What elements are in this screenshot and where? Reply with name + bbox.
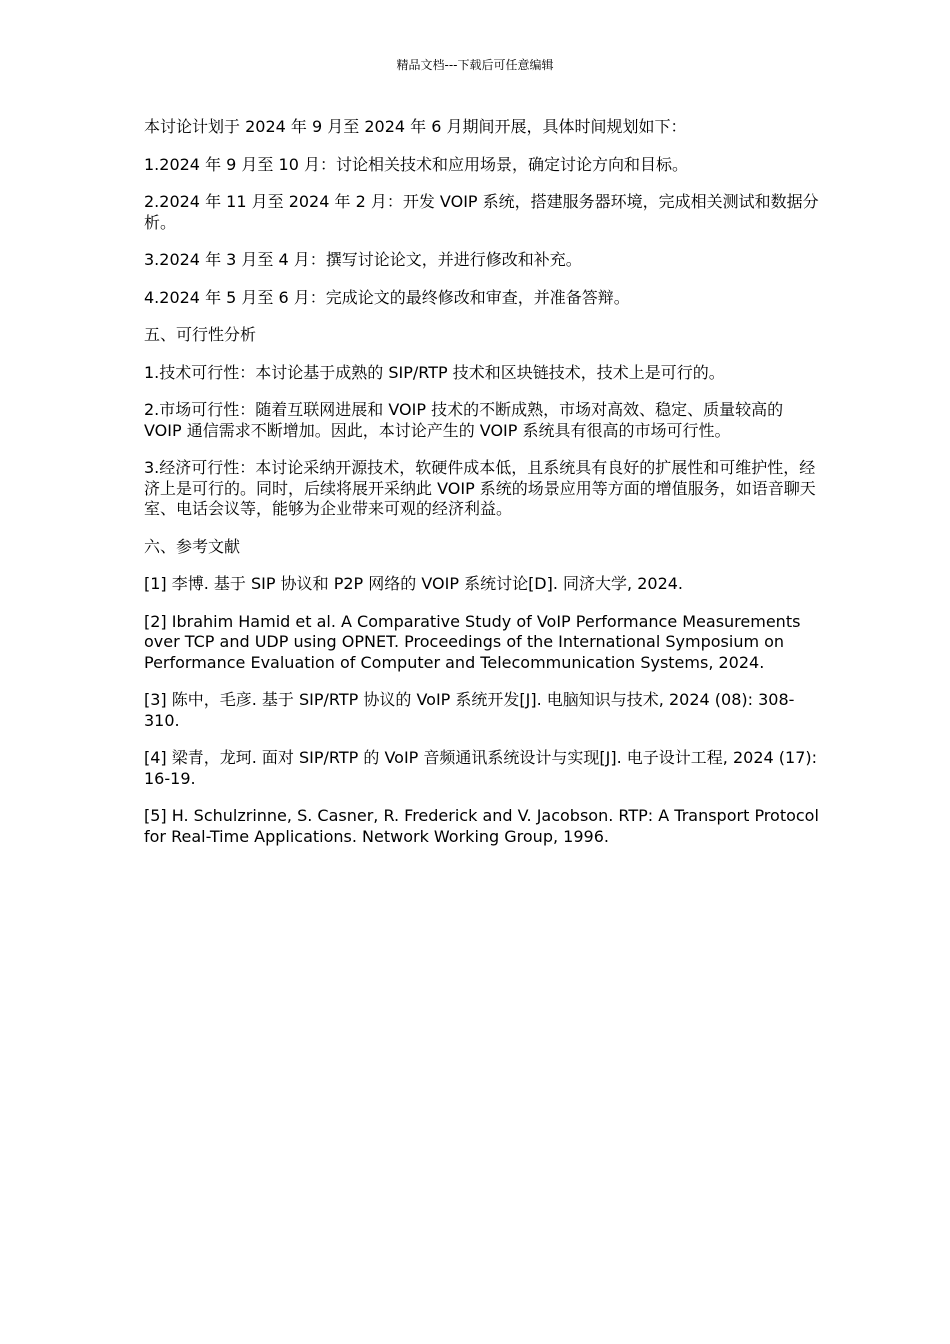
feasibility-item: 3.经济可行性：本讨论采纳开源技术，软硬件成本低，且系统具有良好的扩展性和可维护性，经济上是可行的。同时，后续将展开采纳此 VOIP 系统的场景应用等方面的增值服务，如语音聊天室、电话会议等，能够为企业带来可观的经济利益。 bbox=[144, 458, 816, 518]
page-header: 精品文档---下载后可任意编辑 bbox=[396, 58, 554, 72]
feasibility-item: 2.市场可行性：随着互联网进展和 VOIP 技术的不断成熟，市场对高效、稳定、质量较高的 VOIP 通信需求不断增加。因此，本讨论产生的 VOIP 系统具有很高的市场可行性。 bbox=[144, 400, 784, 440]
section-heading-feasibility: 五、可行性分析 bbox=[144, 325, 257, 344]
schedule-item: 2.2024 年 11 月至 2024 年 2 月：开发 VOIP 系统，搭建服务器环境，完成相关测试和数据分析。 bbox=[144, 192, 819, 232]
reference-item: [4] 梁青，龙珂. 面对 SIP/RTP 的 VoIP 音频通讯系统设计与实现[J]. 电子设计工程, 2024 (17): 16-19. bbox=[144, 748, 818, 788]
schedule-item: 1.2024 年 9 月至 10 月：讨论相关技术和应用场景，确定讨论方向和目标。 bbox=[144, 154, 688, 174]
schedule-item: 4.2024 年 5 月至 6 月：完成论文的最终修改和审查，并准备答辩。 bbox=[144, 287, 630, 307]
reference-item: [5] H. Schulzrinne, S. Casner, R. Frederick and V. Jacobson. RTP: A Transport Protocol for Real-Time Applications. Network Working Group, 1996. bbox=[144, 806, 819, 846]
document-body bbox=[144, 117, 824, 864]
schedule-intro: 本讨论计划于 2024 年 9 月至 2024 年 6 月期间开展，具体时间规划如下： bbox=[144, 117, 687, 136]
schedule-item: 3.2024 年 3 月至 4 月：撰写讨论论文，并进行修改和补充。 bbox=[144, 250, 582, 269]
reference-item: [2] Ibrahim Hamid et al. A Comparative Study of VoIP Performance Measurements over TCP and UDP using OPNET. Proceedings of the International Symposium on Performance Evaluation of Computer and Telecommunication Systems, 2024. bbox=[144, 611, 801, 672]
section-heading-references: 六、参考文献 bbox=[144, 536, 241, 556]
reference-item: [3] 陈中，毛彦. 基于 SIP/RTP 协议的 VoIP 系统开发[J]. 电脑知识与技术, 2024 (08): 308-310. bbox=[144, 690, 795, 730]
reference-item: [1] 李博. 基于 SIP 协议和 P2P 网络的 VOIP 系统讨论[D]. 同济大学, 2024. bbox=[144, 574, 684, 593]
feasibility-item: 1.技术可行性：本讨论基于成熟的 SIP/RTP 技术和区块链技术，技术上是可行的。 bbox=[144, 362, 725, 382]
